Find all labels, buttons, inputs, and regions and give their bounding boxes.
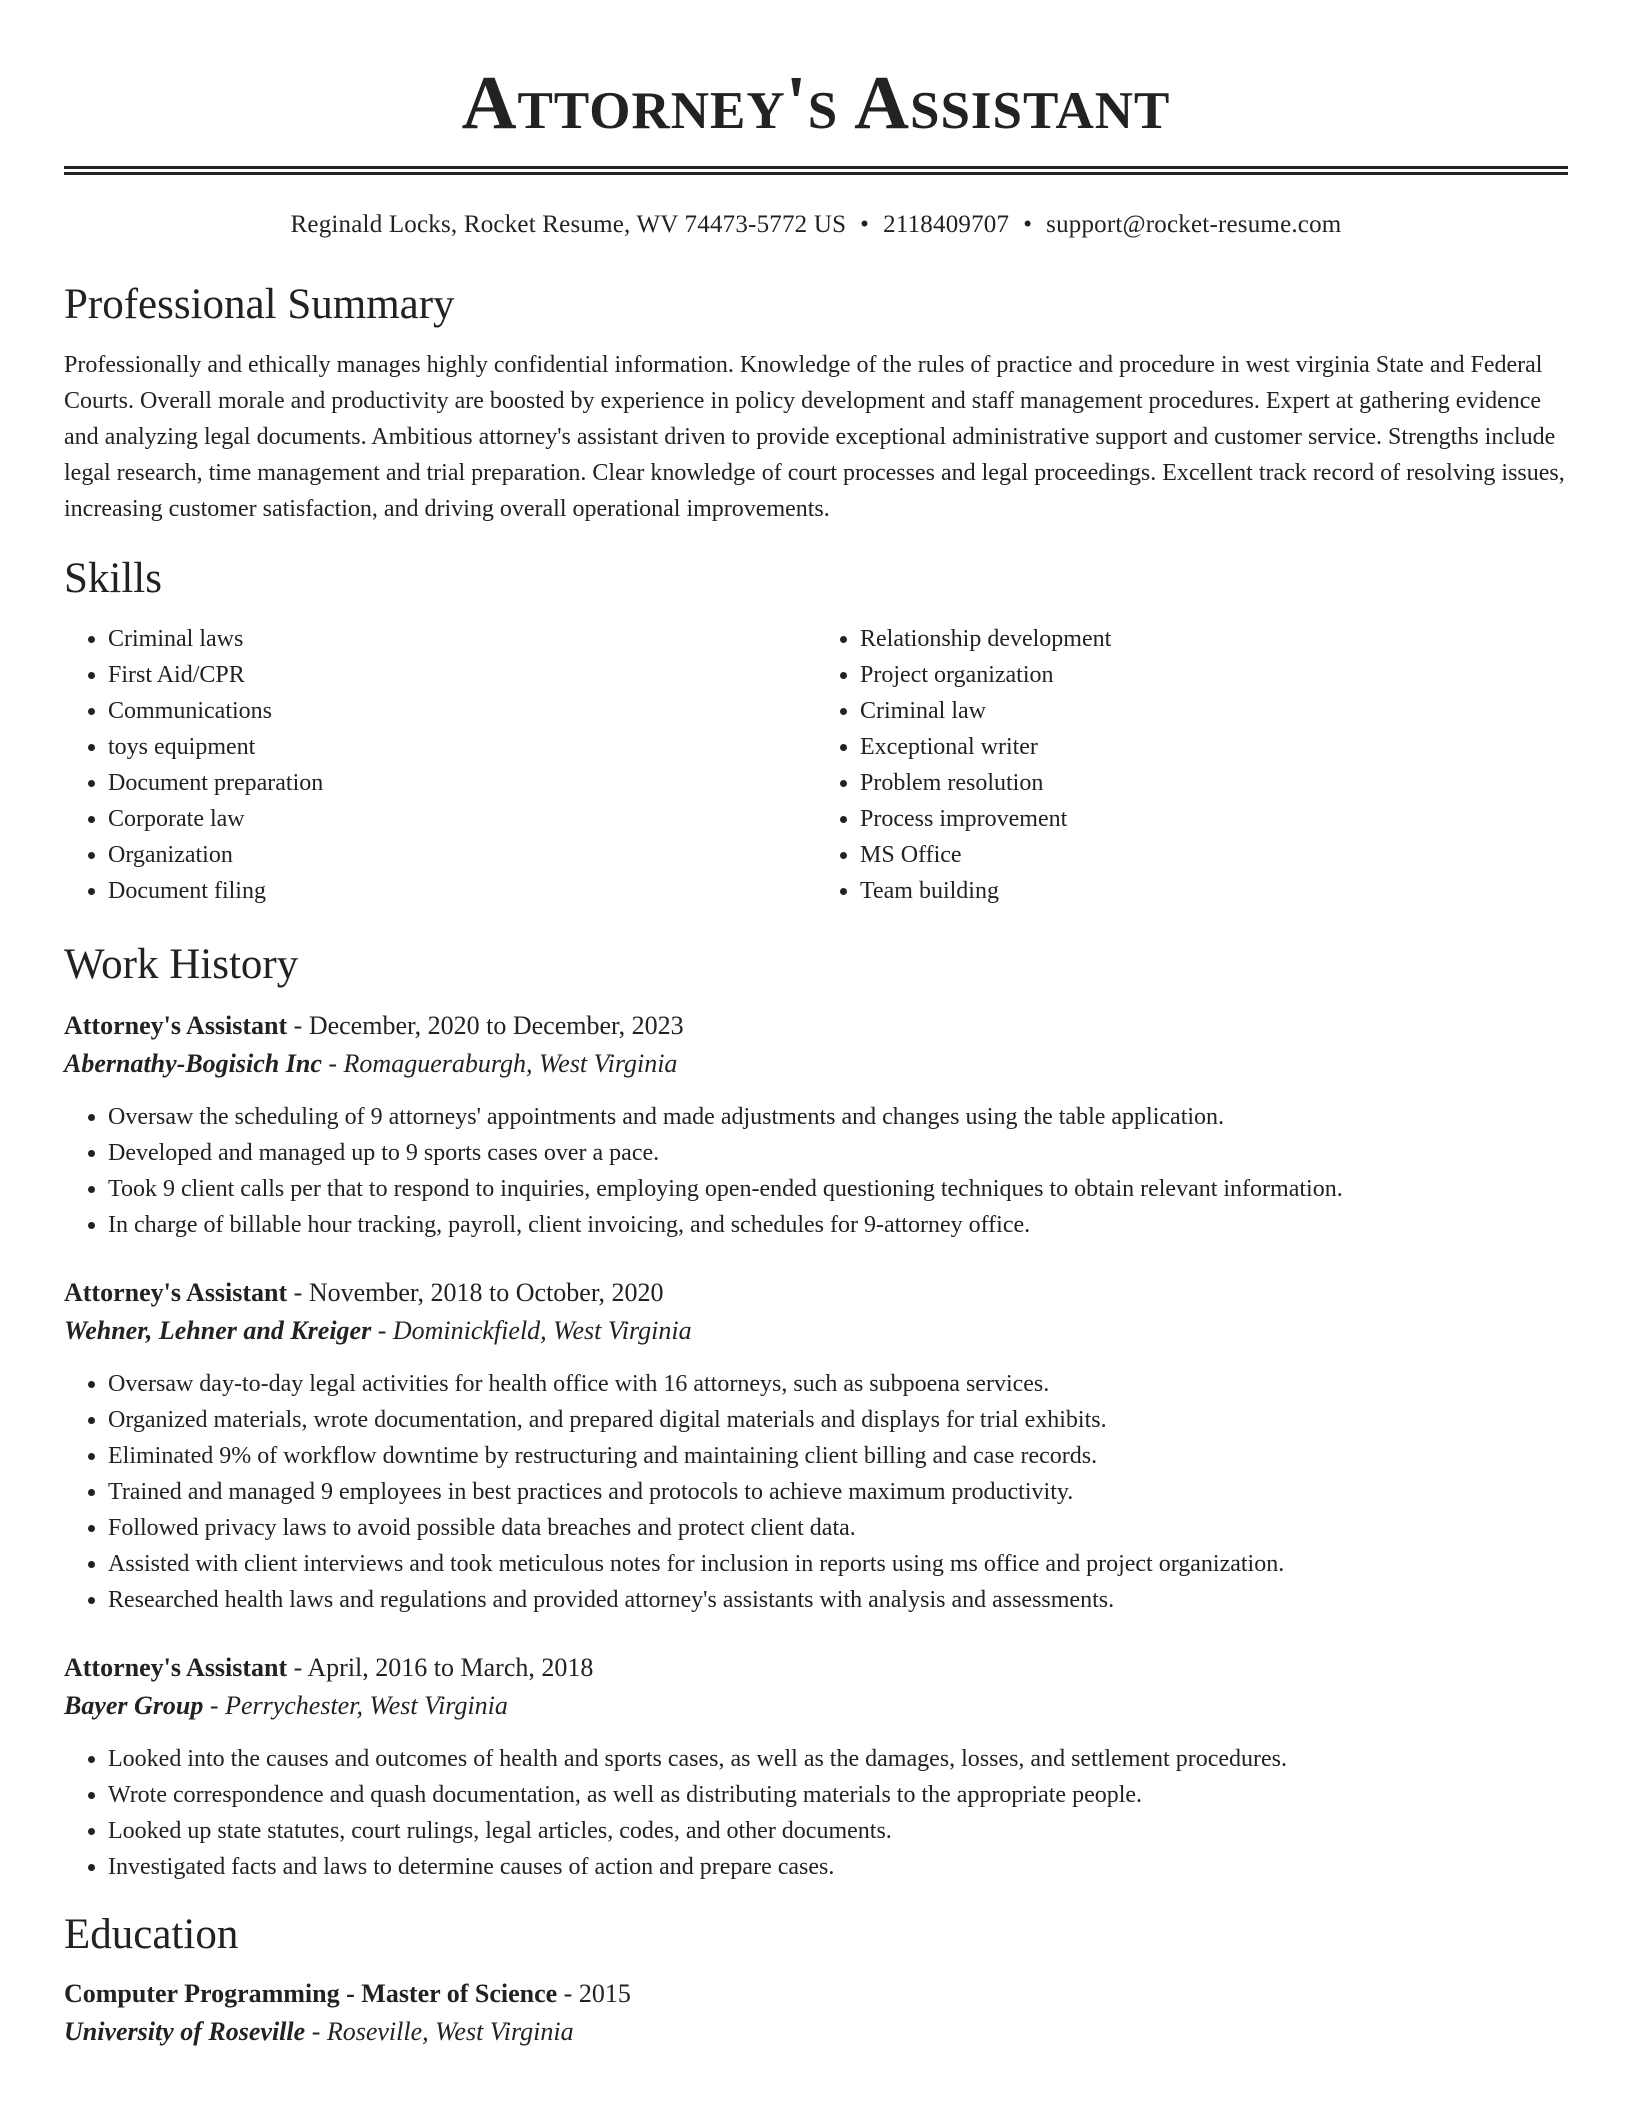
job-bullet: • Eliminated 9% of workflow downtime by restructuring and maintaining client billing and case records. bbox=[108, 1438, 1568, 1474]
job-bullet: • Looked into the causes and outcomes of health and sports cases, as well as the damages, losses, and settlement procedures. bbox=[108, 1741, 1568, 1777]
skill-item: • Process improvement bbox=[860, 801, 1568, 837]
job-title-line bbox=[64, 1649, 1568, 1687]
company-line bbox=[64, 1045, 1568, 1083]
job-title-line bbox=[64, 1007, 1568, 1045]
company-name: Bayer Group bbox=[64, 1691, 204, 1720]
job-entry bbox=[64, 1007, 1568, 1243]
company-location: - Romagueraburgh, West Virginia bbox=[321, 1049, 678, 1078]
job-bullet: • Oversaw the scheduling of 9 attorneys' appointments and made adjustments and changes using the table application. bbox=[108, 1099, 1568, 1135]
job-bullet: • Investigated facts and laws to determine causes of action and prepare cases. bbox=[108, 1849, 1568, 1885]
company-line bbox=[64, 1312, 1568, 1350]
skill-item: • Communications bbox=[108, 693, 816, 729]
contact-phone: 2118409707 bbox=[883, 211, 1010, 238]
job-title: Attorney's Assistant bbox=[64, 1011, 288, 1040]
skill-item: • Document filing bbox=[108, 873, 816, 909]
job-bullet: • Followed privacy laws to avoid possible data breaches and protect client data. bbox=[108, 1510, 1568, 1546]
work-history-heading: Work History bbox=[64, 941, 299, 988]
job-bullet: • Oversaw day-to-day legal activities for health office with 16 attorneys, such as subpoena services. bbox=[108, 1366, 1568, 1402]
contact-separator: • bbox=[860, 211, 870, 238]
school-line bbox=[64, 2013, 1568, 2051]
job-bullet: • In charge of billable hour tracking, payroll, client invoicing, and schedules for 9-attorney office. bbox=[108, 1207, 1568, 1243]
job-bullets bbox=[64, 1741, 1568, 1885]
job-bullet: • Researched health laws and regulations and provided attorney's assistants with analysis and assessments. bbox=[108, 1582, 1568, 1618]
job-bullet: • Wrote correspondence and quash documentation, as well as distributing materials to the appropriate people. bbox=[108, 1777, 1568, 1813]
contact-line bbox=[64, 209, 1568, 241]
company-name: Wehner, Lehner and Kreiger bbox=[64, 1316, 372, 1345]
school-name: University of Roseville bbox=[64, 2017, 306, 2046]
job-bullet: • Took 9 client calls per that to respond to inquiries, employing open-ended questioning techniques to obtain relevant information. bbox=[108, 1171, 1568, 1207]
contact-separator: • bbox=[1023, 211, 1033, 238]
job-entry bbox=[64, 1649, 1568, 1885]
job-title: Attorney's Assistant bbox=[64, 1278, 288, 1307]
job-bullet: • Trained and managed 9 employees in best practices and protocols to achieve maximum productivity. bbox=[108, 1474, 1568, 1510]
company-location: - Perrychester, West Virginia bbox=[203, 1691, 508, 1720]
job-bullet: • Assisted with client interviews and took meticulous notes for inclusion in reports using ms office and project organization. bbox=[108, 1546, 1568, 1582]
job-bullet: • Looked up state statutes, court rulings, legal articles, codes, and other documents. bbox=[108, 1813, 1568, 1849]
skills-left-column bbox=[64, 621, 816, 909]
degree-year: - 2015 bbox=[557, 1979, 631, 2008]
job-dates: - November, 2018 to October, 2020 bbox=[287, 1278, 664, 1307]
skill-item: • toys equipment bbox=[108, 729, 816, 765]
contact-address: Reginald Locks, Rocket Resume, WV 74473-5772 US bbox=[290, 211, 847, 238]
job-bullet: • Developed and managed up to 9 sports cases over a pace. bbox=[108, 1135, 1568, 1171]
job-bullets bbox=[64, 1099, 1568, 1243]
education-heading: Education bbox=[64, 1911, 239, 1958]
school-location: - Roseville, West Virginia bbox=[305, 2017, 574, 2046]
degree-line bbox=[64, 1975, 1568, 2013]
resume-title: Attorney's Assistant bbox=[461, 61, 1171, 145]
skill-item: • Relationship development bbox=[860, 621, 1568, 657]
job-entry bbox=[64, 1274, 1568, 1618]
skills-heading: Skills bbox=[64, 555, 162, 602]
skill-item: • Criminal laws bbox=[108, 621, 816, 657]
skill-item: • First Aid/CPR bbox=[108, 657, 816, 693]
skill-item: • Exceptional writer bbox=[860, 729, 1568, 765]
job-bullets bbox=[64, 1366, 1568, 1618]
summary-heading: Professional Summary bbox=[64, 281, 455, 328]
degree-name: Computer Programming - Master of Science bbox=[64, 1979, 558, 2008]
job-bullet: • Organized materials, wrote documentation, and prepared digital materials and displays for trial exhibits. bbox=[108, 1402, 1568, 1438]
job-title-line bbox=[64, 1274, 1568, 1312]
skill-item: • Criminal law bbox=[860, 693, 1568, 729]
skill-item: • Corporate law bbox=[108, 801, 816, 837]
skill-item: • Document preparation bbox=[108, 765, 816, 801]
education-entry bbox=[64, 1975, 1568, 2051]
skill-item: • Organization bbox=[108, 837, 816, 873]
skills-grid bbox=[64, 621, 1568, 909]
job-dates: - April, 2016 to March, 2018 bbox=[287, 1653, 594, 1682]
job-dates: - December, 2020 to December, 2023 bbox=[287, 1011, 684, 1040]
skill-item: • Project organization bbox=[860, 657, 1568, 693]
title-divider bbox=[64, 166, 1568, 175]
contact-email: support@rocket-resume.com bbox=[1046, 211, 1342, 238]
skill-item: • MS Office bbox=[860, 837, 1568, 873]
skill-item: • Problem resolution bbox=[860, 765, 1568, 801]
skills-right-column bbox=[816, 621, 1568, 909]
summary-text: Professionally and ethically manages highly confidential information. Knowledge of the rules of practice and procedure in west virginia State and Federal Courts. Overall morale and productivity are boosted by experience in policy development and staff management procedures. Expert at gathering evidence and analyzing legal documents. Ambitious attorney's assistant driven to provide exceptional administrative support and customer service. Strengths include legal research, time management and trial preparation. Clear knowledge of court processes and legal proceedings. Excellent track record of resolving issues, increasing customer satisfaction, and driving overall operational improvements. bbox=[64, 352, 1565, 522]
company-name: Abernathy-Bogisich Inc bbox=[64, 1049, 322, 1078]
skill-item: • Team building bbox=[860, 873, 1568, 909]
company-location: - Dominickfield, West Virginia bbox=[371, 1316, 692, 1345]
job-title: Attorney's Assistant bbox=[64, 1653, 288, 1682]
company-line bbox=[64, 1687, 1568, 1725]
